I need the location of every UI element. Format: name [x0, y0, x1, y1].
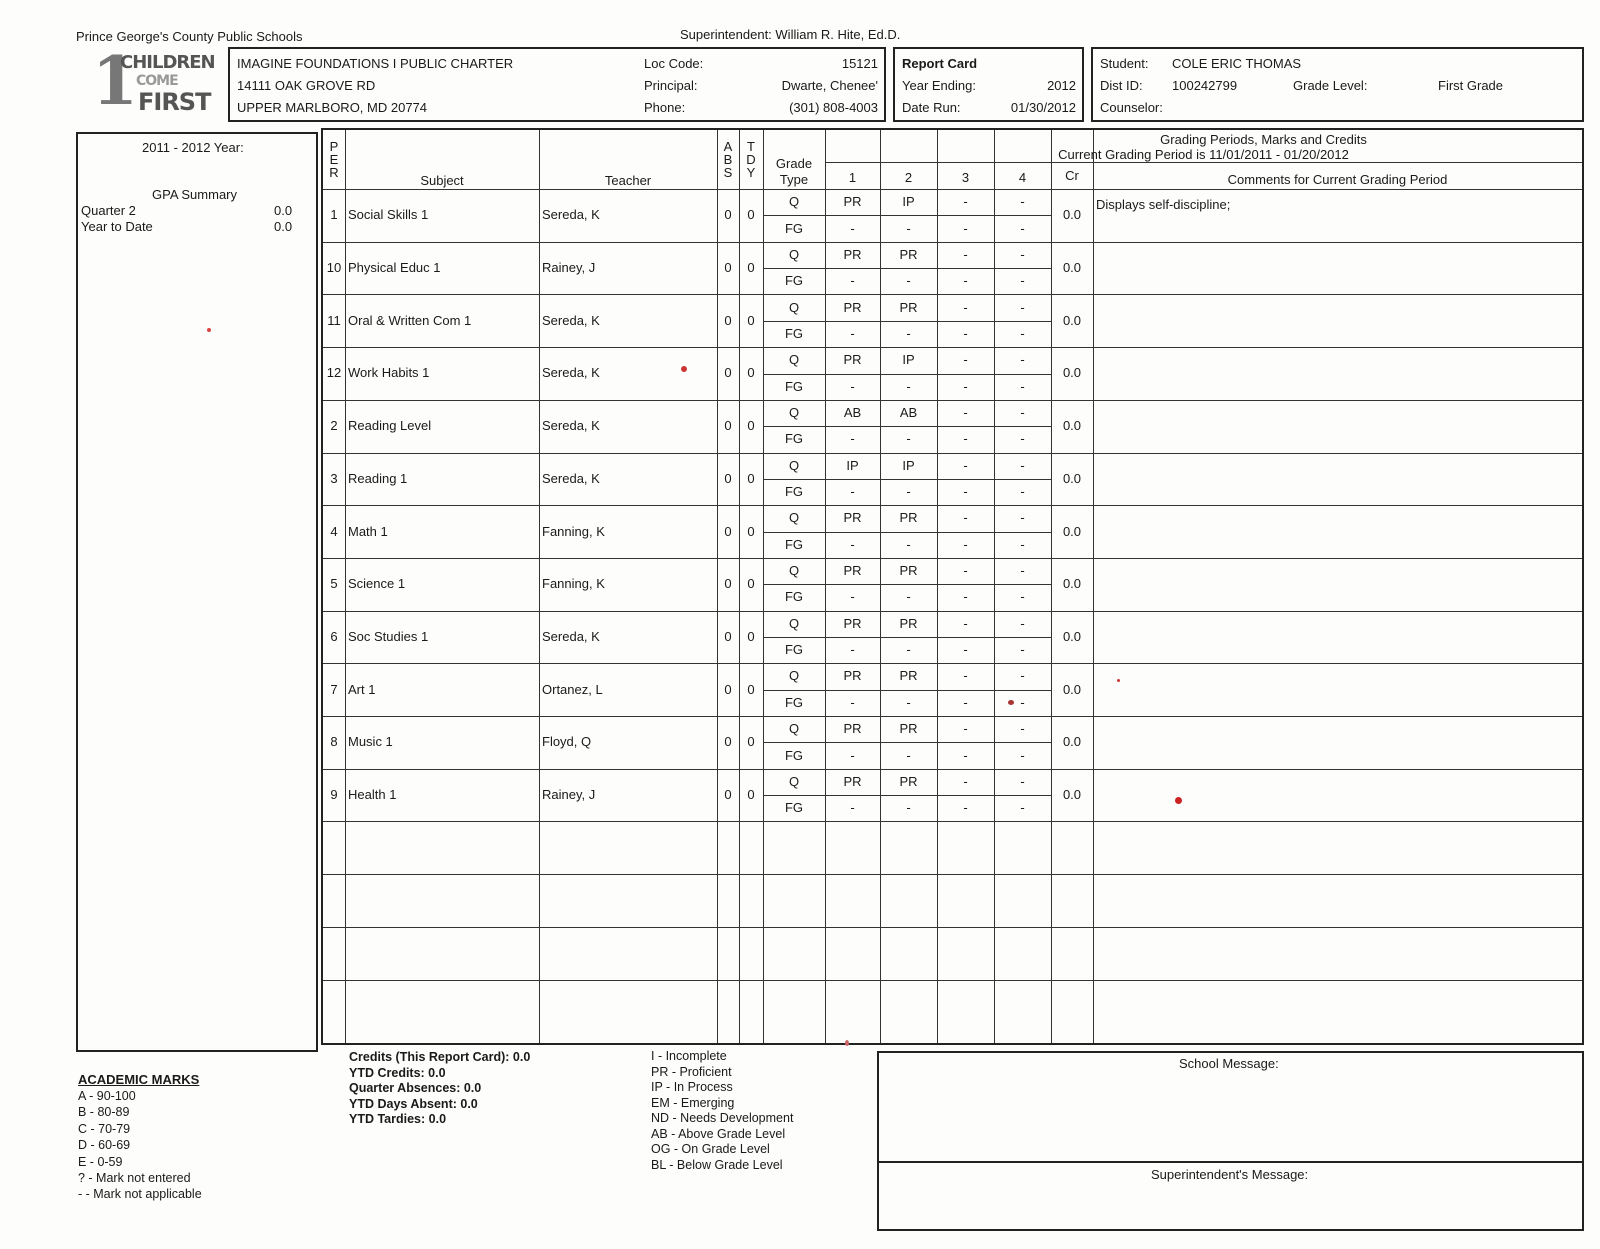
dist-id-label: Dist ID: [1100, 78, 1143, 93]
row-fg-mark: - [1020, 694, 1025, 710]
row-subject: Reading 1 [348, 470, 408, 486]
row-fg-mark: - [963, 536, 968, 552]
table-row [323, 716, 1582, 769]
row-period: 9 [330, 787, 338, 803]
row-credits: 0.0 [1062, 787, 1082, 803]
ytd-days-absent: YTD Days Absent: 0.0 [349, 1096, 478, 1111]
row-q-mark: PR [843, 352, 862, 368]
row-grade-type-q: Q [788, 773, 800, 789]
stain-mark [1175, 797, 1182, 804]
row-credits: 0.0 [1062, 576, 1082, 592]
stain-mark [207, 328, 211, 332]
row-period: 8 [330, 734, 338, 750]
credits-header: Cr [1065, 168, 1079, 183]
row-fg-mark: - [1020, 325, 1025, 341]
gpa-summary-box [76, 132, 318, 1052]
credits-this-report: Credits (This Report Card): 0.0 [349, 1050, 531, 1064]
row-fg-mark: - [1020, 484, 1025, 500]
row-q-mark: - [963, 457, 968, 473]
row-grade-type-fg: FG [784, 694, 804, 710]
row-q-mark: - [963, 615, 968, 631]
gpa-year: 2011 - 2012 Year: [142, 140, 244, 155]
row-grade-type-q: Q [788, 563, 800, 579]
row-teacher: Sereda, K [542, 628, 600, 644]
row-fg-mark: - [1020, 273, 1025, 289]
row-grade-type-fg: FG [784, 431, 804, 447]
grading-current-period: Current Grading Period is 11/01/2011 - 01/20/2012 [1058, 147, 1349, 162]
row-teacher: Sereda, K [542, 312, 600, 328]
table-row [323, 453, 1582, 506]
row-credits: 0.0 [1062, 523, 1082, 539]
row-q-mark: - [1020, 352, 1025, 368]
row-tardies: 0 [747, 470, 755, 486]
row-subject: Reading Level [348, 418, 432, 434]
row-q-mark: - [1020, 457, 1025, 473]
row-fg-mark: - [1020, 536, 1025, 552]
row-fg-mark: - [850, 747, 855, 763]
row-tardies: 0 [747, 260, 755, 276]
row-q-mark: PR [899, 299, 918, 315]
row-fg-mark: - [850, 694, 855, 710]
grading-header-divider [825, 162, 1582, 163]
date-run-label: Date Run: [902, 100, 961, 115]
row-tardies: 0 [747, 681, 755, 697]
legend-item: BL - Below Grade Level [651, 1157, 783, 1172]
row-divider [323, 821, 1582, 822]
table-row [323, 558, 1582, 611]
row-q-mark: - [1020, 563, 1025, 579]
row-fg-mark: - [850, 220, 855, 236]
row-credits: 0.0 [1062, 734, 1082, 750]
row-fg-mark: - [963, 273, 968, 289]
row-q-mark: - [963, 668, 968, 684]
academic-mark-item: A - 90-100 [78, 1089, 136, 1103]
row-q-mark: - [963, 246, 968, 262]
academic-mark-item: D - 60-69 [78, 1138, 131, 1153]
row-credits: 0.0 [1062, 681, 1082, 697]
row-tardies: 0 [747, 312, 755, 328]
academic-mark-item: E - 0-59 [78, 1154, 123, 1169]
row-fg-mark: - [963, 484, 968, 500]
row-absences: 0 [724, 576, 732, 592]
table-row [323, 505, 1582, 558]
row-period: 5 [330, 576, 338, 592]
legend-item: OG - On Grade Level [651, 1142, 770, 1156]
table-row [323, 769, 1582, 822]
row-tardies: 0 [747, 734, 755, 750]
row-fg-mark: - [963, 589, 968, 605]
row-fg-mark: - [1020, 220, 1025, 236]
row-period: 10 [326, 260, 342, 276]
student-label: Student: [1100, 56, 1149, 71]
row-teacher: Rainey, J [542, 787, 596, 803]
row-grade-type-q: Q [788, 668, 800, 684]
row-teacher: Sereda, K [542, 365, 600, 381]
report-card-box [893, 47, 1084, 122]
row-q-mark: PR [899, 510, 918, 526]
stain-mark [681, 366, 687, 372]
row-subject: Art 1 [348, 681, 376, 697]
academic-mark-item: B - 80-89 [78, 1105, 130, 1120]
row-q-mark: - [1020, 615, 1025, 631]
row-absences: 0 [724, 365, 732, 381]
row-grade-type-fg: FG [784, 536, 804, 552]
row-q-mark: PR [899, 563, 918, 579]
table-row [323, 294, 1582, 347]
row-q-mark: - [963, 194, 968, 210]
per-header: P E R [329, 139, 339, 180]
quarter-absences: Quarter Absences: 0.0 [349, 1081, 482, 1095]
row-q-mark: PR [843, 773, 862, 789]
gpa-ytd-value: 0.0 [274, 219, 293, 234]
school-name: IMAGINE FOUNDATIONS I PUBLIC CHARTER [237, 56, 514, 71]
row-fg-mark: - [963, 800, 968, 816]
row-teacher: Floyd, Q [542, 734, 592, 750]
row-subject: Soc Studies 1 [348, 628, 429, 644]
comments-header: Comments for Current Grading Period [1227, 172, 1448, 187]
row-grade-type-fg: FG [784, 220, 804, 236]
row-credits: 0.0 [1062, 260, 1082, 276]
academic-marks-title: ACADEMIC MARKS [78, 1072, 200, 1087]
row-q-mark: PR [899, 246, 918, 262]
row-teacher: Rainey, J [542, 260, 596, 276]
row-absences: 0 [724, 628, 732, 644]
row-period: 4 [330, 523, 338, 539]
row-q-mark: PR [899, 721, 918, 737]
gpa-q2-value: 0.0 [274, 203, 293, 218]
superintendent-message-box [877, 1161, 1584, 1231]
period-2-header: 2 [904, 170, 913, 185]
row-fg-mark: - [963, 378, 968, 394]
row-q-mark: - [1020, 404, 1025, 420]
loc-code: 15121 [841, 56, 878, 71]
row-credits: 0.0 [1062, 365, 1082, 381]
row-tardies: 0 [747, 207, 755, 223]
grading-title-line: Grading Periods, Marks and Credits [1160, 132, 1367, 147]
row-subject: Social Skills 1 [348, 207, 429, 223]
row-fg-mark: - [850, 431, 855, 447]
row-subject: Science 1 [348, 576, 406, 592]
row-fg-mark: - [906, 378, 911, 394]
table-row [323, 242, 1582, 295]
row-period: 11 [327, 312, 341, 328]
row-grade-type-fg: FG [784, 273, 804, 289]
row-absences: 0 [724, 681, 732, 697]
row-q-mark: - [963, 299, 968, 315]
row-grade-type-fg: FG [784, 484, 804, 500]
table-row [323, 663, 1582, 716]
gpa-ytd-label: Year to Date [81, 219, 153, 234]
row-q-mark: - [1020, 773, 1025, 789]
school-message-box [877, 1051, 1584, 1163]
ytd-credits: YTD Credits: 0.0 [349, 1065, 446, 1080]
row-fg-mark: - [1020, 800, 1025, 816]
row-grade-type-q: Q [788, 246, 800, 262]
school-address-2: UPPER MARLBORO, MD 20774 [237, 100, 428, 115]
row-grade-type-q: Q [788, 404, 800, 420]
row-fg-mark: - [906, 220, 911, 236]
grades-table [321, 128, 1584, 1045]
row-q-mark: IP [902, 352, 915, 368]
row-absences: 0 [724, 207, 732, 223]
phone-number: (301) 808-4003 [789, 100, 878, 115]
row-grade-type-fg: FG [784, 642, 804, 658]
row-q-mark: - [963, 721, 968, 737]
row-grade-type-fg: FG [784, 325, 804, 341]
ytd-tardies: YTD Tardies: 0.0 [349, 1112, 447, 1126]
row-q-mark: PR [843, 299, 862, 315]
student-name: COLE ERIC THOMAS [1172, 56, 1302, 71]
superintendent-message-label: Superintendent's Message: [1151, 1167, 1309, 1182]
counselor-label: Counselor: [1100, 100, 1163, 115]
row-q-mark: - [963, 773, 968, 789]
row-fg-mark: - [850, 273, 855, 289]
row-fg-mark: - [850, 536, 855, 552]
academic-marks-list [78, 1088, 202, 1203]
row-fg-mark: - [906, 325, 911, 341]
loc-code-label: Loc Code: [644, 56, 704, 71]
subject-header: Subject [420, 173, 464, 188]
abs-header: A B S [723, 139, 733, 180]
row-q-mark: PR [843, 510, 862, 526]
row-fg-mark: - [1020, 378, 1025, 394]
row-tardies: 0 [747, 787, 755, 803]
row-grade-type-fg: FG [784, 378, 804, 394]
phone-label: Phone: [644, 100, 686, 115]
academic-mark-item: - - Mark not applicable [78, 1187, 202, 1202]
teacher-header: Teacher [604, 173, 652, 188]
stain-mark [1008, 700, 1014, 705]
row-q-mark: - [1020, 246, 1025, 262]
logo-line-1: CHILDREN [120, 52, 215, 73]
logo-line-2: COME [136, 73, 178, 89]
row-grade-type-fg: FG [784, 589, 804, 605]
tdy-header: T D Y [746, 139, 756, 180]
row-tardies: 0 [747, 576, 755, 592]
row-fg-mark: - [906, 431, 911, 447]
row-q-mark: PR [843, 668, 862, 684]
grade-level-label: Grade Level: [1293, 78, 1368, 93]
table-row [323, 400, 1582, 453]
principal-name: Dwarte, Chenee' [781, 78, 878, 93]
grade-level: First Grade [1438, 78, 1504, 93]
row-q-mark: - [963, 352, 968, 368]
school-address-1: 14111 OAK GROVE RD [237, 78, 376, 93]
row-q-mark: AB [843, 404, 862, 420]
grading-periods-title [825, 132, 1582, 162]
row-grade-type-q: Q [788, 615, 800, 631]
row-fg-mark: - [1020, 589, 1025, 605]
row-grade-type-q: Q [788, 457, 800, 473]
gpa-title: GPA Summary [152, 187, 238, 202]
row-subject: Oral & Written Com 1 [348, 312, 472, 328]
row-teacher: Sereda, K [542, 470, 600, 486]
row-fg-mark: - [963, 747, 968, 763]
row-q-mark: - [1020, 299, 1025, 315]
row-q-mark: - [963, 563, 968, 579]
row-fg-mark: - [906, 642, 911, 658]
row-period: 1 [330, 207, 338, 223]
legend-item: EM - Emerging [651, 1095, 735, 1110]
row-fg-mark: - [906, 589, 911, 605]
row-q-mark: PR [899, 773, 918, 789]
row-teacher: Fanning, K [542, 523, 605, 539]
row-tardies: 0 [747, 365, 755, 381]
dist-id: 100242799 [1172, 78, 1238, 93]
row-fg-mark: - [906, 800, 911, 816]
period-1-header: 1 [848, 170, 857, 185]
row-fg-mark: - [906, 484, 911, 500]
table-row [323, 347, 1582, 400]
row-absences: 0 [724, 470, 732, 486]
row-q-mark: PR [843, 721, 862, 737]
table-row [323, 189, 1582, 242]
row-divider [323, 980, 1582, 981]
logo-line-3: FIRST [138, 88, 211, 116]
row-absences: 0 [724, 787, 732, 803]
legend-item: IP - In Process [651, 1080, 733, 1094]
row-fg-mark: - [850, 800, 855, 816]
row-teacher: Fanning, K [542, 576, 605, 592]
row-fg-mark: - [906, 273, 911, 289]
report-card-title: Report Card [902, 56, 978, 71]
row-fg-mark: - [850, 484, 855, 500]
row-grade-type-q: Q [788, 721, 800, 737]
row-subject: Work Habits 1 [348, 365, 430, 381]
row-period: 3 [330, 470, 338, 486]
row-period: 6 [330, 628, 338, 644]
row-q-mark: IP [846, 457, 859, 473]
academic-mark-item: C - 70-79 [78, 1121, 131, 1136]
row-credits: 0.0 [1062, 312, 1082, 328]
row-fg-mark: - [963, 431, 968, 447]
row-subject: Physical Educ 1 [348, 260, 441, 276]
row-tardies: 0 [747, 418, 755, 434]
row-credits: 0.0 [1062, 207, 1082, 223]
row-grade-type-q: Q [788, 510, 800, 526]
period-3-header: 3 [961, 170, 970, 185]
row-fg-mark: - [1020, 747, 1025, 763]
row-fg-mark: - [850, 378, 855, 394]
row-q-mark: AB [899, 404, 918, 420]
row-fg-mark: - [906, 747, 911, 763]
row-absences: 0 [724, 260, 732, 276]
row-q-mark: PR [843, 615, 862, 631]
superintendent-name: Superintendent: William R. Hite, Ed.D. [680, 27, 901, 42]
row-fg-mark: - [963, 694, 968, 710]
row-q-mark: PR [899, 615, 918, 631]
stain-mark [1117, 679, 1120, 682]
row-q-mark: - [1020, 668, 1025, 684]
row-credits: 0.0 [1062, 470, 1082, 486]
row-divider [323, 874, 1582, 875]
row-q-mark: PR [843, 246, 862, 262]
row-divider [323, 927, 1582, 928]
row-grade-type-fg: FG [784, 800, 804, 816]
row-q-mark: - [1020, 194, 1025, 210]
district-name: Prince George's County Public Schools [76, 29, 303, 44]
row-q-mark: PR [843, 194, 862, 210]
student-info-box [1091, 47, 1584, 122]
row-subject: Music 1 [348, 734, 393, 750]
totals-block [349, 1050, 530, 1128]
row-absences: 0 [724, 312, 732, 328]
row-absences: 0 [724, 734, 732, 750]
row-period: 7 [330, 681, 338, 697]
row-q-mark: IP [902, 457, 915, 473]
row-grade-type-fg: FG [784, 747, 804, 763]
marks-legend [651, 1049, 793, 1173]
row-q-mark: - [1020, 510, 1025, 526]
row-teacher: Sereda, K [542, 418, 600, 434]
stain-mark [845, 1040, 849, 1046]
row-fg-mark: - [1020, 642, 1025, 658]
gpa-q2-label: Quarter 2 [81, 203, 136, 218]
row-q-mark: - [1020, 721, 1025, 737]
school-message-label: School Message: [1179, 1056, 1279, 1071]
row-comment: Displays self-discipline; [1096, 197, 1231, 213]
principal-label: Principal: [644, 78, 698, 93]
row-credits: 0.0 [1062, 628, 1082, 644]
legend-item: AB - Above Grade Level [651, 1126, 786, 1141]
row-fg-mark: - [850, 325, 855, 341]
row-q-mark: PR [843, 563, 862, 579]
year-ending: 2012 [1047, 78, 1076, 93]
children-come-first-logo [92, 42, 215, 122]
row-grade-type-q: Q [788, 299, 800, 315]
row-fg-mark: - [963, 642, 968, 658]
legend-item: PR - Proficient [651, 1064, 732, 1079]
row-fg-mark: - [963, 220, 968, 236]
row-fg-mark: - [850, 642, 855, 658]
legend-item: I - Incomplete [651, 1049, 727, 1063]
row-grade-type-q: Q [788, 352, 800, 368]
row-fg-mark: - [850, 589, 855, 605]
grade-type-header: Grade Type [775, 156, 813, 187]
row-q-mark: PR [899, 668, 918, 684]
year-ending-label: Year Ending: [902, 78, 976, 93]
table-row [323, 611, 1582, 664]
row-subject: Health 1 [348, 787, 397, 803]
row-q-mark: IP [902, 194, 915, 210]
row-q-mark: - [963, 404, 968, 420]
academic-mark-item: ? - Mark not entered [78, 1171, 191, 1186]
row-period: 12 [326, 365, 342, 381]
row-fg-mark: - [963, 325, 968, 341]
row-period: 2 [330, 418, 338, 434]
row-credits: 0.0 [1062, 418, 1082, 434]
row-fg-mark: - [1020, 431, 1025, 447]
row-fg-mark: - [906, 694, 911, 710]
row-tardies: 0 [747, 628, 755, 644]
row-absences: 0 [724, 523, 732, 539]
row-absences: 0 [724, 418, 732, 434]
school-info-box [228, 47, 886, 122]
period-4-header: 4 [1018, 170, 1027, 185]
row-subject: Math 1 [348, 523, 388, 539]
legend-item: ND - Needs Development [651, 1111, 794, 1125]
row-tardies: 0 [747, 523, 755, 539]
row-teacher: Sereda, K [542, 207, 600, 223]
logo-numeral: 1 [92, 42, 138, 120]
date-run: 01/30/2012 [1010, 100, 1076, 115]
row-q-mark: - [963, 510, 968, 526]
row-fg-mark: - [906, 536, 911, 552]
row-grade-type-q: Q [788, 194, 800, 210]
row-teacher: Ortanez, L [542, 681, 603, 697]
